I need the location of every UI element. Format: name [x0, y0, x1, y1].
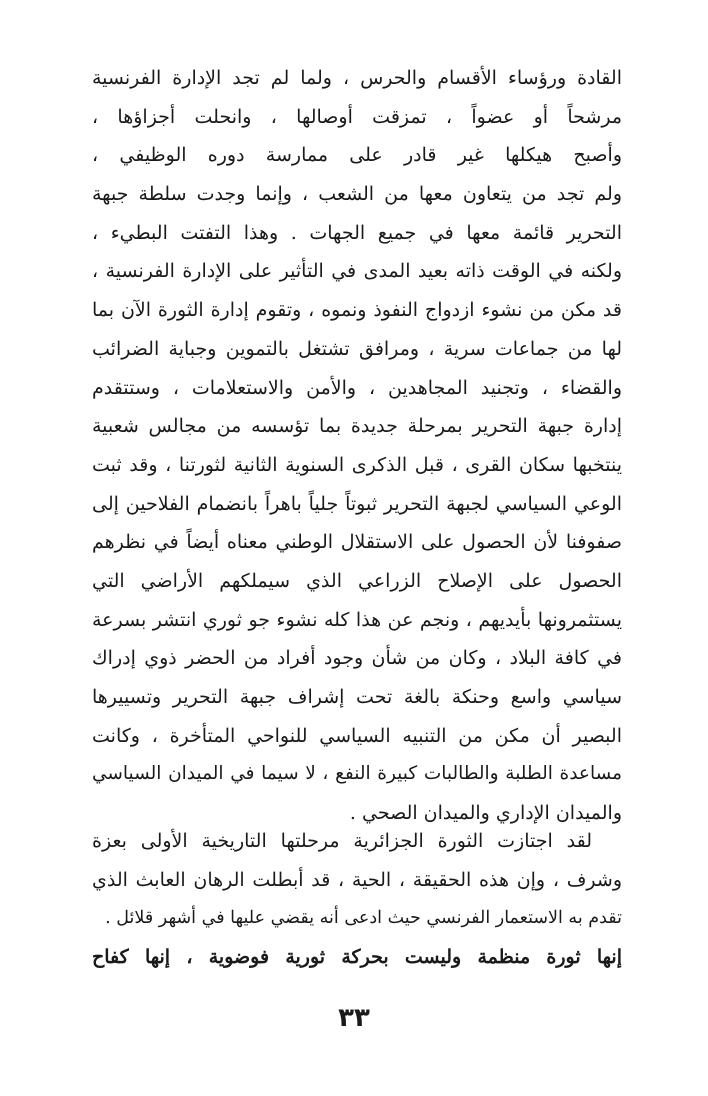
text-line: البصير أن مكن من التنبيه السياسي للنواحي المتأخرة ، وكانت — [92, 724, 622, 747]
paragraph-1 — [92, 59, 622, 833]
text-line: لقد اجتازت الثورة الجزائرية مرحلتها التاريخية الأولى بعزة — [92, 830, 592, 852]
text-line: والميدان الإداري والميدان الصحي . — [349, 802, 622, 825]
text-line: وشرف ، وإن هذه الحقيقة ، الحية ، قد أبطلت الرهان العابث الذي — [92, 868, 622, 891]
text-line: مساعدة الطلبة والطالبات كبيرة النفع ، لا سيما في الميدان السياسي — [92, 763, 622, 785]
text-line: تقدم به الاستعمار الفرنسي حيث ادعى أنه يقضي عليها في أشهر قلائل . — [105, 908, 622, 929]
text-line: لها من جماعات سرية ، ومرافق تشتغل بالتموين وجباية الضرائب — [92, 337, 622, 360]
paragraph-2 — [92, 822, 622, 938]
text-line: التحرير قائمة معها في جميع الجهات . وهذا التفتت البطيء ، — [92, 221, 622, 244]
paragraph-3-bold — [92, 938, 622, 977]
text-line: صفوفنا لأن الحصول على الاستقلال الوطني معناه أيضاً في نظرهم — [92, 531, 622, 554]
text-line: القادة ورؤساء الأقسام والحرس ، ولما لم تجد الإدارة الفرنسية — [92, 67, 622, 89]
text-line: وأصبح هيكلها غير قادر على ممارسة دوره الوظيفي ، — [92, 144, 622, 167]
text-line: في كافة البلاد ، وكان من شأن وجود أفراد من الحضر ذوي إدراك — [92, 647, 622, 670]
text-line: إنها ثورة منظمة وليست بحركة ثورية فوضوية ، إنها كفاح — [92, 946, 622, 968]
text-line: إدارة جبهة التحرير بمرحلة جديدة بما تؤسسه من مجالس شعبية — [92, 415, 622, 438]
page-number: ٣٣ — [338, 1003, 370, 1033]
text-line: ينتخبها سكان القرى ، قبل الذكرى السنوية الثانية لثورتنا ، وقد ثبت — [92, 453, 622, 476]
text-line: الوعي السياسي لجبهة التحرير ثبوتاً جلياً باهراً بانضمام الفلاحين إلى — [92, 492, 622, 515]
text-line: يستثمرونها بأيديهم ، ونجم عن هذا كله نشوء جو ثوري انتشر بسرعة — [92, 608, 622, 631]
text-line: ولكنه في الوقت ذاته بعيد المدى في التأثير على الإدارة الفرنسية ، — [92, 260, 622, 283]
text-line: والقضاء ، وتجنيد المجاهدين ، والأمن والاستعلامات ، وستتقدم — [92, 376, 622, 399]
text-line: قد مكن من نشوء ازدواج النفوذ ونموه ، وتقوم إدارة الثورة الآن بما — [92, 299, 622, 322]
text-line: ولم تجد من يتعاون معها من الشعب ، وإنما وجدت سلطة جبهة — [92, 183, 622, 206]
text-line: الحصول على الإصلاح الزراعي الذي سيملكهم الأراضي التي — [92, 569, 622, 592]
text-line: مرشحاً أو عضواً ، تمزقت أوصالها ، وانحلت أجزاؤها ، — [92, 105, 622, 128]
text-line: سياسي واسع وحنكة بالغة تحت إشراف جبهة التحرير وتسييرها — [92, 686, 622, 708]
